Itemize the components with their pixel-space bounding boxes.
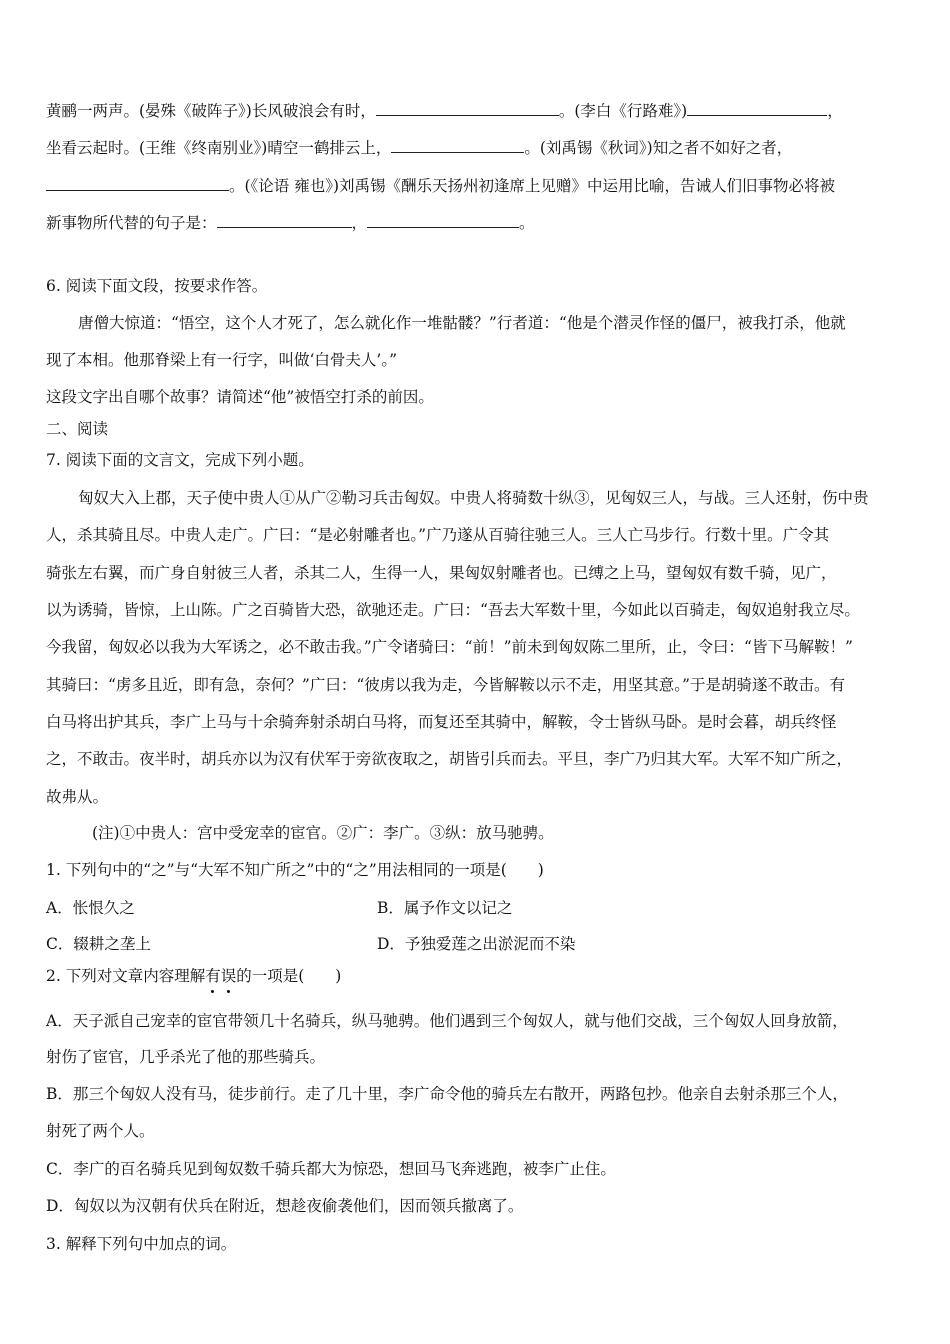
sub-question-2 (46, 966, 341, 986)
text: 新事物所代替的句子是： (46, 214, 217, 232)
blank-6[interactable] (367, 213, 519, 228)
text: 。(《论语 雍也》)刘禹锡《酬乐天扬州初逢席上见赠》中运用比喻，告诫人们旧事物必将被 (229, 177, 836, 195)
blank-5[interactable] (217, 213, 352, 228)
passage-line: 人，杀其骑且尽。中贵人走广。广曰：“是必射雕者也。”广乃遂从百骑往驰三人。三人亡马步行。行数十里。广令其 (46, 526, 830, 544)
poem-line-1 (46, 101, 843, 121)
q6-question: 这段文字出自哪个故事？请简述“他”被悟空打杀的前因。 (46, 388, 434, 406)
option-a[interactable]: A．怅恨久之 (46, 899, 135, 917)
section-heading: 二、阅读 (46, 420, 109, 438)
option-c[interactable]: C．李广的百名骑兵见到匈奴数千骑兵都大为惊恐，想回马飞奔逃跑，被李广止住。 (46, 1160, 616, 1178)
passage-line: 故弗从。 (46, 788, 109, 806)
q6-title: 6. 阅读下面文段，按要求作答。 (46, 277, 268, 295)
passage-line: 匈奴大入上郡，天子使中贵人①从广②勒习兵击匈奴。中贵人将骑数十纵③，见匈奴三人，与战。三人还射，伤中贵 (78, 489, 869, 507)
option-b[interactable]: B．那三个匈奴人没有马，徒步前行。走了几十里，李广命令他的骑兵左右散开，两路包抄。他亲自去射杀那三个人， (46, 1085, 848, 1103)
text: 。(刘禹锡《秋词》)知之者不如好之者， (524, 139, 793, 157)
option-d[interactable]: D．匈奴以为汉朝有伏兵在附近，想趁夜偷袭他们，因而领兵撤离了。 (46, 1197, 524, 1215)
passage-line: 今我留，匈奴必以我为大军诱之，必不敢击我。”广令诸骑曰：“前！”前未到匈奴陈二里所，止，令曰：“皆下马解鞍！” (46, 638, 853, 656)
emphasis-char: 误 (220, 967, 237, 985)
poem-line-4 (46, 213, 535, 233)
option-d[interactable]: D．予独爱莲之出淤泥而不染 (377, 935, 576, 953)
q6-passage-line-2: 现了本相。他那脊梁上有一行字，叫做‘白骨夫人’。” (46, 351, 398, 369)
text: ， (827, 102, 843, 120)
text: 。(李白《行路难》) (558, 102, 688, 120)
annotation-note: (注)①中贵人：宫中受宠幸的宦官。②广：李广。③纵：放马驰骋。 (92, 824, 554, 842)
blank-3[interactable] (391, 138, 524, 153)
option-a-cont: 射伤了宦官，几乎杀光了他的那些骑兵。 (46, 1048, 326, 1066)
text: 的一项是( ) (236, 967, 342, 985)
passage-line: 其骑曰：“虏多且近，即有急，奈何？”广曰：“彼虏以我为走，今皆解鞍以示不走，用坚其意。”于是胡骑遂不敢击。有 (46, 676, 845, 694)
q6-passage-line-1: 唐僧大惊道：“悟空，这个人才死了，怎么就化作一堆骷髅？”行者道：“他是个潜灵作怪的僵尸，被我打杀，他就 (78, 314, 846, 332)
option-a[interactable]: A．天子派自己宠幸的宦官带领几十名骑兵，纵马驰骋。他们遇到三个匈奴人，就与他们交战，三个匈奴人回身放箭， (46, 1012, 848, 1030)
text: 2. 下列对文章内容理解 (46, 967, 206, 985)
poem-line-3 (46, 176, 835, 196)
blank-1[interactable] (376, 101, 559, 116)
emphasis-char: 有 (205, 967, 221, 985)
passage-line: 以为诱骑，皆惊，上山陈。广之百骑皆大恐，欲驰还走。广曰：“吾去大军数十里，今如此以百骑走，匈奴追射我立尽。 (46, 601, 860, 619)
text: ， (351, 214, 368, 232)
passage-line: 之，不敢击。夜半时，胡兵亦以为汉有伏军于旁欲夜取之，胡皆引兵而去。平旦，李广乃归其大军。大军不知广所之， (46, 750, 853, 768)
option-b[interactable]: B．属予作文以记之 (377, 899, 513, 917)
blank-4[interactable] (46, 176, 229, 191)
text: 坐看云起时。(王维《终南别业》)晴空一鹤排云上， (46, 139, 392, 157)
option-c[interactable]: C．辍耕之垄上 (46, 935, 151, 953)
blank-2[interactable] (687, 101, 827, 116)
option-b-cont: 射死了两个人。 (46, 1122, 155, 1140)
text: 。 (519, 214, 535, 232)
text: 黄鹂一两声。(晏殊《破阵子》)长风破浪会有时， (46, 102, 376, 120)
sub-question-1: 1. 下列句中的“之”与“大军不知广所之”中的“之”用法相同的一项是( ) (46, 861, 544, 879)
sub-question-3: 3. 解释下列句中加点的词。 (46, 1235, 237, 1253)
q7-title: 7. 阅读下面的文言文，完成下列小题。 (46, 451, 314, 469)
passage-line: 白马将出护其兵，李广上马与十余骑奔射杀胡白马将，而复还至其骑中，解鞍，令士皆纵马卧。是时会暮，胡兵终怪 (46, 713, 837, 731)
poem-line-2 (46, 138, 792, 158)
passage-line: 骑张左右翼，而广身自射彼三人者，杀其二人，生得一人，果匈奴射雕者也。已缚之上马，望匈奴有数千骑，见广， (46, 564, 837, 582)
